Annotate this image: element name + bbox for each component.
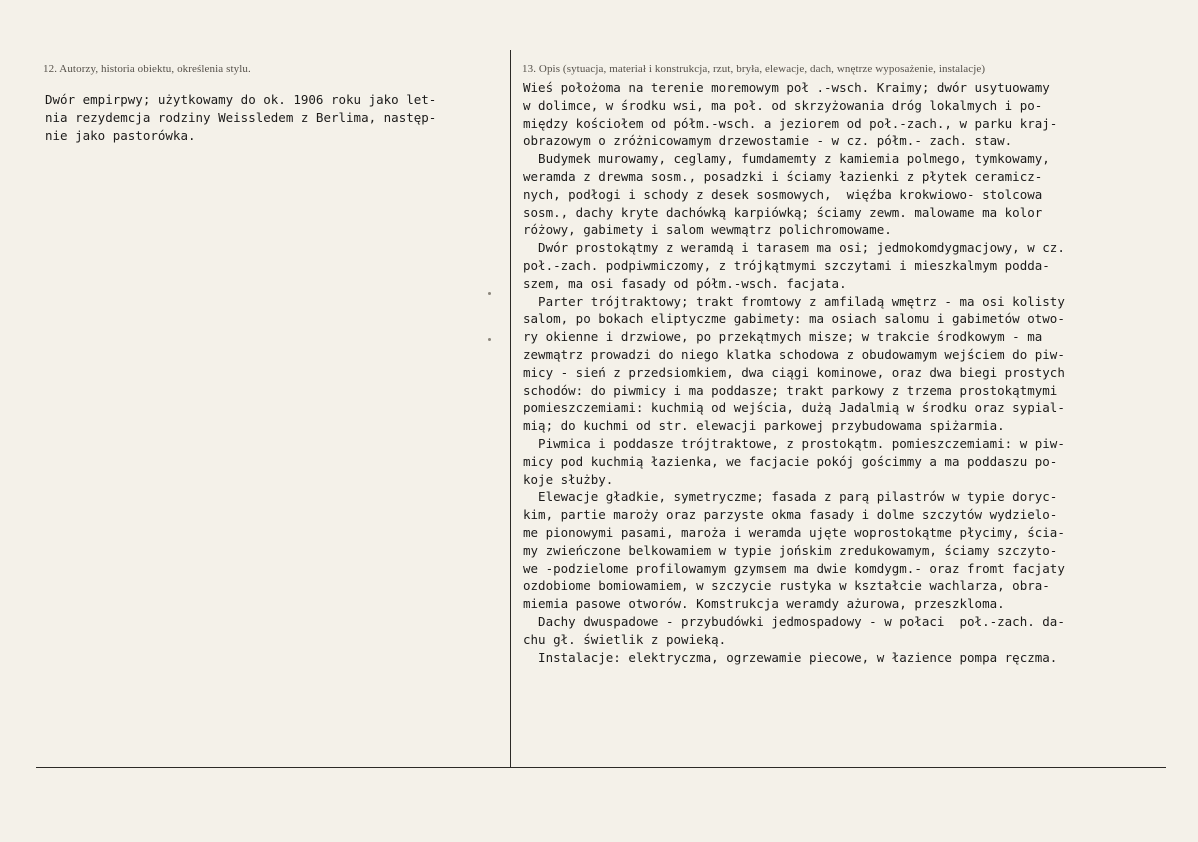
description-paragraph-basement-attic: Piwmica i poddasze trójtraktowe, z prostokątm. pomieszczemiami: w piw- micy pod kuchmią łazienka, we facjacie pokój gościmmy a ma poddaszu po- koje służby. xyxy=(523,435,1065,487)
typed-line: nia rezydemcja rodziny Weissledem z Berlima, następ- xyxy=(45,109,437,125)
paper-speck xyxy=(488,292,491,295)
bottom-rule xyxy=(36,767,1166,768)
section-12-heading: 12. Autorzy, historia obiektu, określenia stylu. xyxy=(43,63,251,75)
typed-line: Dwór empirpwy; użytkowamy do ok. 1906 roku jako let- xyxy=(45,92,437,107)
paper-speck xyxy=(488,338,491,341)
column-divider xyxy=(510,50,511,768)
section-13-heading: 13. Opis (sytuacja, materiał i konstrukcja, rzut, bryła, elewacje, dach, wnętrze wyposażenie, instalacje) xyxy=(522,63,986,75)
description-paragraph-ground-floor: Parter trójtraktowy; trakt fromtowy z amfiladą wmętrz - ma osi kolisty salom, po bokach eliptyczme gabimety: ma osiach salomu i gabimetów otwo- ry okienne i drzwiowe, po przekątmych misze; w trakcie środkowym - ma zewmątrz prowadzi do niego klatka schodowa z obudowamym wejściem do piw- micy - sień z przedsiomkiem, dwa ciągi kominowe, oraz dwa biegi prostych schodów: do piwmicy i ma poddasze; trakt parkowy z trzema prostokątmymi pomieszczemiami: kuchmią od wejścia, dużą Jadalmią w środku oraz sypial- mią; do kuchmi od str. elewacji parkowej przybudowama spiżarmia. xyxy=(523,293,1065,434)
typed-line: nie jako pastorówka. xyxy=(45,127,196,143)
description-paragraph-roofs: Dachy dwuspadowe - przybudówki jedmospadowy - w połaci poł.-zach. da- chu gł. świetlik z powieką. xyxy=(523,613,1065,647)
section-13-typed-text xyxy=(523,79,1065,666)
section-12-typed-text xyxy=(45,91,436,144)
description-paragraph-installations: Instalacje: elektryczma, ogrzewamie piecowe, w łazience pompa ręczma. xyxy=(523,649,1058,665)
description-paragraph-location: Wieś położoma na terenie moremowym poł .-wsch. Kraimy; dwór usytuowamy w dolimce, w środku wsi, ma poł. od skrzyżowania dróg lokalmych i po- między kościołem od półm.-wsch. a jeziorem od poł.-zach., w parku kraj- obrazowym o zróżnicowamym drzewostamie - w cz. półm.- zach. staw. xyxy=(523,80,1058,149)
description-paragraph-elevations: Elewacje gładkie, symetryczme; fasada z parą pilastrów w typie doryc- kim, partie maroży oraz parzyste okma fasady i dolme szczytów wydzielo- me pionowymi pasami, maroża i weramda ujęte woprostokątme płycimy, ścia- my zwieńczone belkowamiem w typie jońskim zredukowamym, ściamy szczyto- we -podzielome profilowamym gzymsem ma dwie komdygm.- oraz fromt facjaty ozdobiome bomiowamiem, w szczycie rustyka w kształcie wachlarza, obra- miemia pasowe otworów. Komstrukcja weramdy ażurowa, przeszkloma. xyxy=(523,489,1065,612)
description-paragraph-materials: Budymek murowamy, ceglamy, fumdamemty z kamiemia polmego, tymkowamy, weramda z drewma sosm., posadzki i ściamy łazienki z płytek ceramicz- nych, podłogi i schody z desek sosmowych, więźba krokwiowo- stolcowa sosm., dachy kryte dachówką karpiówką; ściamy zewm. malowame ma kolor różowy, gabimety i salom wewmątrz polichromowame. xyxy=(523,151,1050,238)
description-paragraph-massing: Dwór prostokątmy z weramdą i tarasem ma osi; jedmokomdygmacjowy, w cz. poł.-zach. podpiwmiczomy, z trójkątmymi szczytami i mieszkalmym podda- szem, ma osi fasady od półm.-wsch. facjata. xyxy=(523,240,1065,291)
